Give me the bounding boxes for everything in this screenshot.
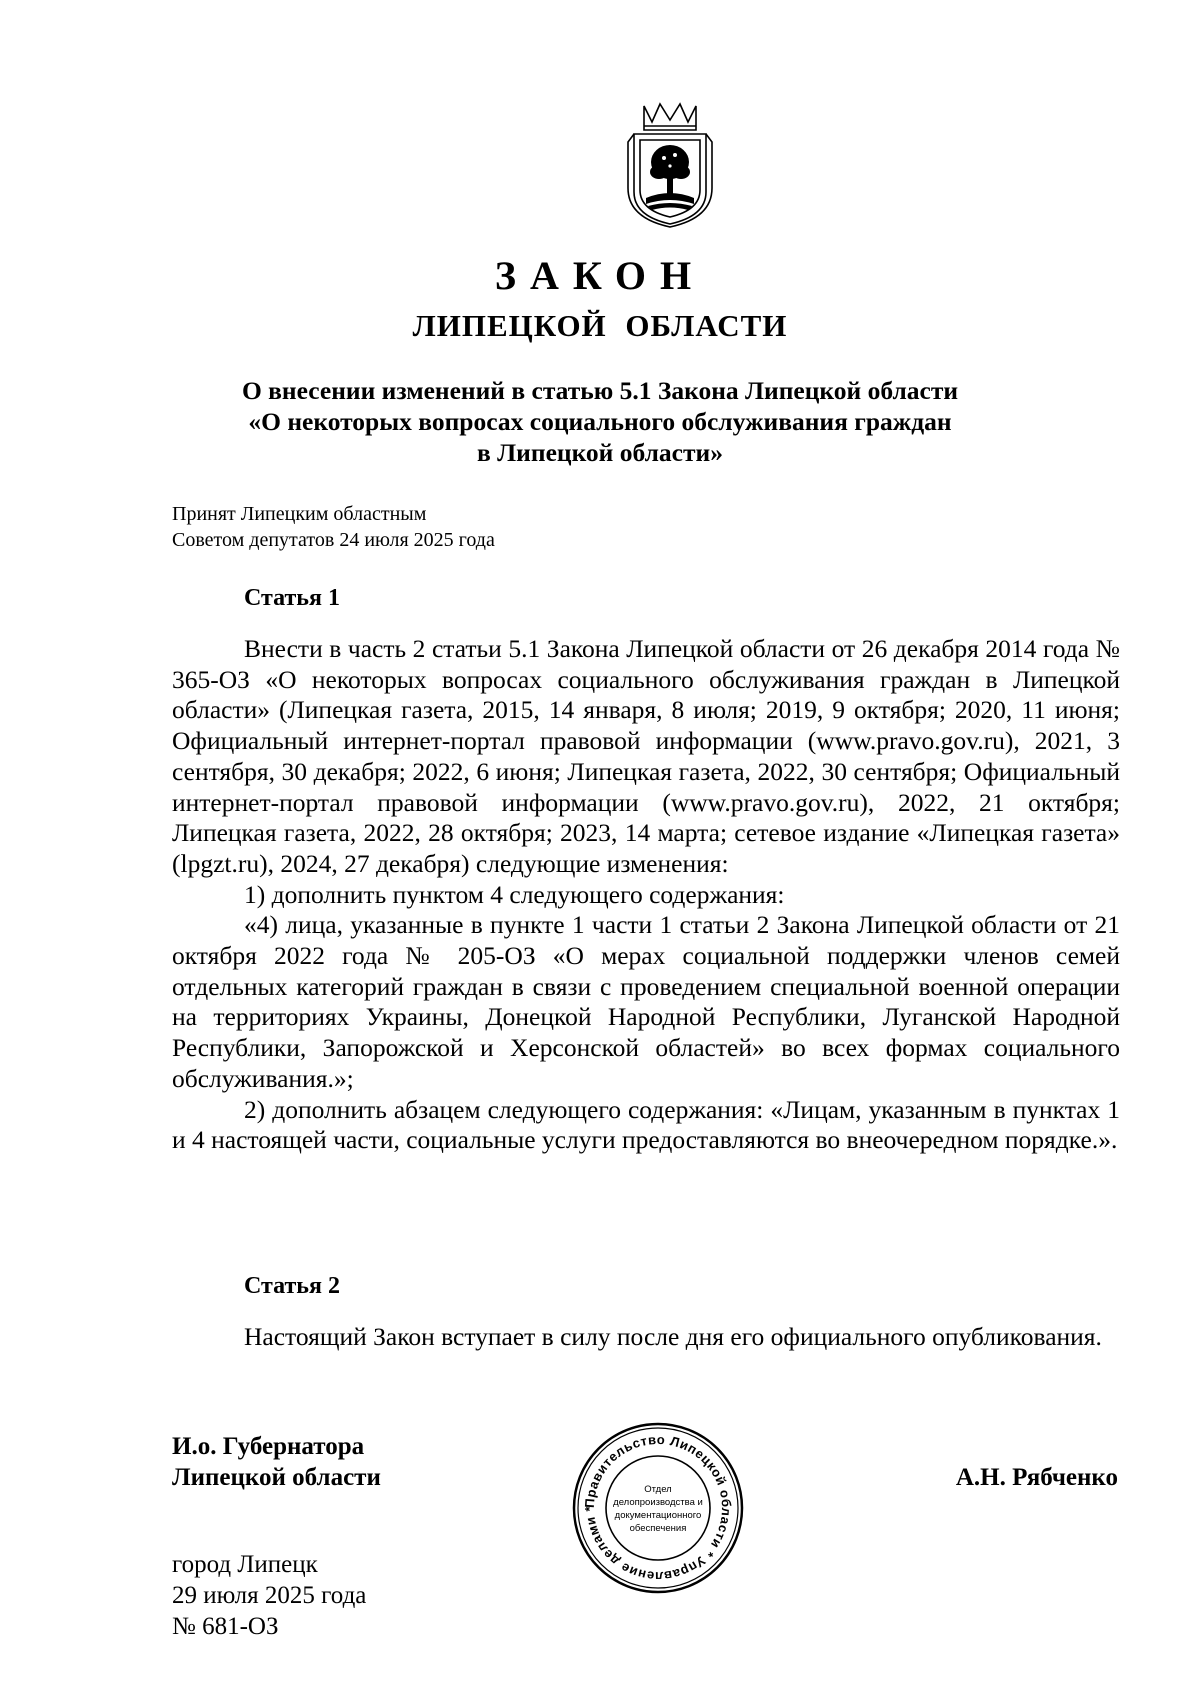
article-1-paragraph: 2) дополнить абзацем следующего содержания: «Лицам, указанным в пунктах 1 и 4 настоящей части, социальные услуги предоставляются во внеочередном порядке.».	[172, 1094, 1120, 1155]
seal-inner-line: документационного	[614, 1510, 702, 1521]
article-2-body	[172, 1322, 1120, 1353]
article-1-paragraph: «4) лица, указанные в пункте 1 части 1 статьи 2 Закона Липецкой области от 21 октября 2022 года № 205-ОЗ «О мерах социальной поддержки членов семей отдельных категорий граждан в связи с проведением специальной военной операции на территориях Украины, Донецкой Народной Республики, Луганской Народной Республики, Запорожской и Херсонской областей» во всех формах социального обслуживания.»;	[172, 910, 1120, 1093]
article-1-paragraph: Внести в часть 2 статьи 5.1 Закона Липецкой области от 26 декабря 2014 года № 365-ОЗ «О некоторых вопросах социального обслуживания граждан в Липецкой области» (Липецкая газета, 2015, 14 января, 8 июля; 2019, 9 октября; 2020, 11 июня; Официальный интернет-портал правовой информации (www.pravo.gov.ru), 2021, 3 сентября, 30 декабря; 2022, 6 июня; Липецкая газета, 2022, 30 сентября; Официальный интернет-портал правовой информации (www.pravo.gov.ru), 2022, 21 октября; Липецкая газета, 2022, 28 октября; 2023, 14 марта; сетевое издание «Липецкая газета» (lpgzt.ru), 2024, 27 декабря) следующие изменения:	[172, 634, 1120, 878]
signatory-name: А.Н. Рябченко	[955, 1464, 1118, 1491]
seal-inner-line: обеспечения	[629, 1523, 687, 1534]
article-1-body	[172, 634, 1120, 1156]
adoption-note	[172, 501, 495, 553]
law-subject	[160, 375, 1040, 468]
article-2-paragraph: Настоящий Закон вступает в силу после дня его официального опубликования.	[244, 1322, 1102, 1351]
subject-line: «О некоторых вопросах социального обслуживания граждан	[248, 407, 952, 436]
seal-outer-text: Правительство Липецкой области * Управление делами *	[581, 1431, 735, 1585]
place-date-number	[172, 1549, 366, 1642]
article-1-heading: Статья 1	[244, 585, 340, 611]
seal-inner-line: Отдел	[644, 1484, 672, 1495]
official-seal	[570, 1420, 746, 1596]
coat-of-arms-icon	[626, 100, 714, 228]
place: город Липецк	[172, 1551, 318, 1578]
subject-line: в Липецкой области»	[477, 438, 723, 467]
law-title: ЗАКОН	[494, 253, 706, 298]
adoption-line: Советом депутатов 24 июля 2025 года	[172, 529, 495, 551]
seal-inner-line: делопроизводства и	[613, 1497, 703, 1508]
signatory-position	[172, 1431, 381, 1493]
adoption-line: Принят Липецким областным	[172, 503, 427, 525]
signatory-position-line: И.о. Губернатора	[172, 1433, 365, 1460]
signatory-position-line: Липецкой области	[172, 1464, 381, 1491]
subject-line: О внесении изменений в статью 5.1 Закона Липецкой области	[241, 376, 959, 405]
region-title: ЛИПЕЦКОЙ ОБЛАСТИ	[412, 308, 788, 343]
article-1-paragraph: 1) дополнить пунктом 4 следующего содержания:	[244, 879, 785, 909]
article-2-heading: Статья 2	[244, 1273, 340, 1299]
date: 29 июля 2025 года	[172, 1582, 367, 1609]
law-number: № 681-ОЗ	[172, 1613, 279, 1640]
